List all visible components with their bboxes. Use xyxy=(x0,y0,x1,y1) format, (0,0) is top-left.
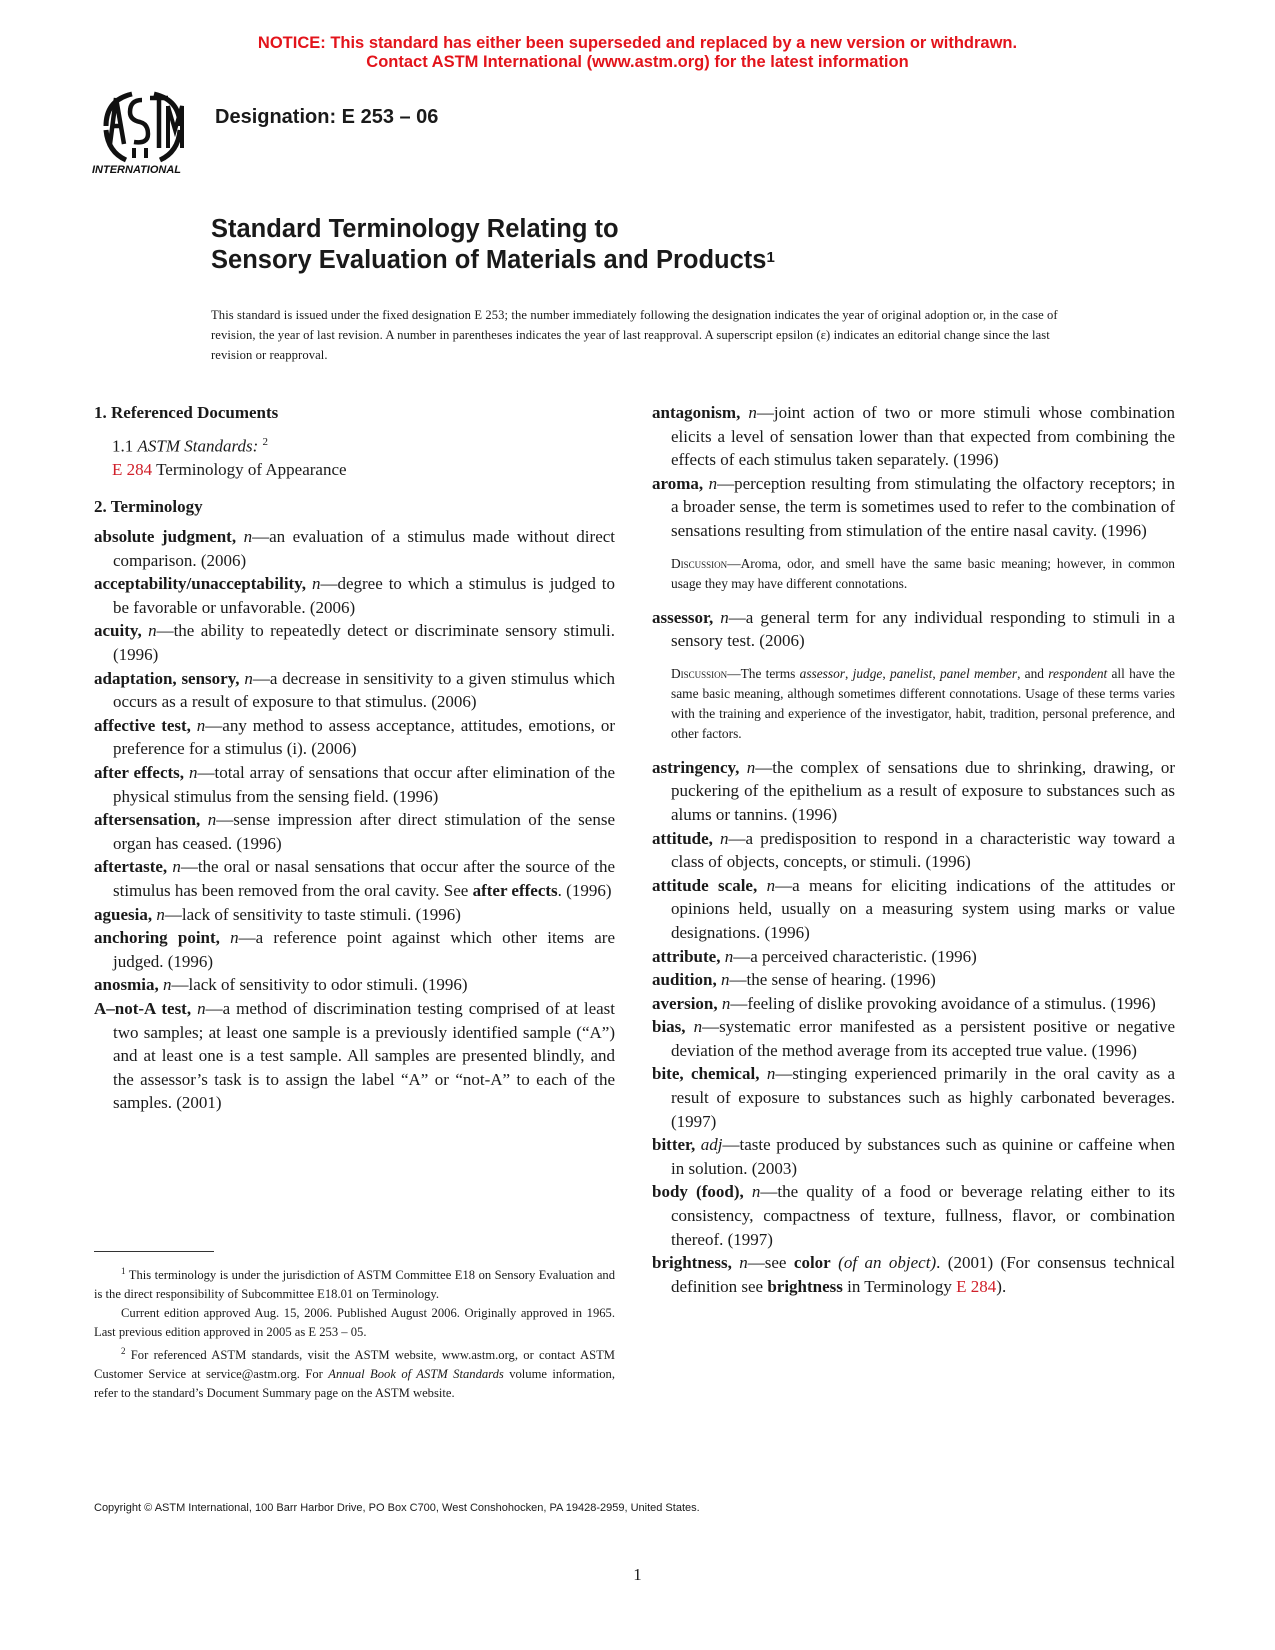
footnote-2: $^2$ For referenced ASTM standards, visit the ASTM website, www.astm.org, or contact ASTM Customer Service at service@astm.org. For Annual Book of ASTM Standards volume information, refer to the standard’s Document Summary page on the ASTM website. xyxy=(94,1346,615,1401)
part-of-speech: n xyxy=(746,757,756,777)
term-definition: —perception resulting from stimulating the olfactory receptors; in a broader sense, the term is sometimes used to refer to the combination of sensations resulting from stimulation of the entire nasal cavity. (1996) xyxy=(671,473,1176,540)
footnote-divider xyxy=(94,1251,214,1252)
term-entry xyxy=(652,1180,1175,1251)
term-headword: aguesia, xyxy=(94,904,153,924)
issuance-statement: This standard is issued under the fixed designation E 253; the number immediately following the designation indicates the year of original adoption or, in the case of revision, the year of last revision. A number in parentheses indicates the year of last reapproval. A superscript epsilon (ε) indicates an editorial change since the last revision or reapproval. xyxy=(211,308,1058,362)
part-of-speech: n xyxy=(724,946,734,966)
term-definition: —any method to assess acceptance, attitudes, emotions, or preference for a stimulus (i). (2006) xyxy=(113,715,615,759)
part-of-speech: n xyxy=(148,621,157,641)
term-headword: after effects, xyxy=(94,762,185,782)
part-of-speech: n xyxy=(766,875,776,895)
part-of-speech: adj xyxy=(700,1135,723,1155)
part-of-speech: n xyxy=(748,403,757,422)
term-headword: acuity, xyxy=(94,621,142,641)
term-entry xyxy=(652,1062,1175,1133)
part-of-speech: n xyxy=(207,810,217,830)
term-headword: attribute, xyxy=(652,946,721,966)
part-of-speech: n xyxy=(693,1017,703,1037)
page-number: 1 xyxy=(633,1565,642,1584)
part-of-speech: n xyxy=(721,993,731,1013)
term-entry xyxy=(94,714,615,761)
part-of-speech: n xyxy=(244,668,253,688)
term-headword: aftertaste, xyxy=(94,857,168,877)
term-headword: aversion, xyxy=(652,993,718,1013)
term-entry xyxy=(652,968,1175,992)
term-entry xyxy=(94,903,615,927)
term-headword: bias, xyxy=(652,1017,686,1037)
e284-link[interactable]: E 284 xyxy=(112,459,153,479)
section-1-heading: 1. Referenced Documents xyxy=(94,403,279,422)
part-of-speech: n xyxy=(196,715,206,735)
term-headword: bitter, xyxy=(652,1135,696,1155)
part-of-speech: n xyxy=(172,857,181,877)
astm-standards-label: ASTM Standards: xyxy=(137,436,259,456)
footnotes xyxy=(94,1262,615,1403)
section-2-heading: 2. Terminology xyxy=(94,497,203,517)
term-definition: —a means for eliciting indications of the attitudes or opinions held, usually on a measuring system using marks or value designations. (1996) xyxy=(671,875,1176,942)
term-headword: anosmia, xyxy=(94,975,159,995)
footnote-1-edition: Current edition approved Aug. 15, 2006. Published August 2006. Originally approved in 1965. Last previous edition approved in 2005 as E 253 – 05. xyxy=(94,1306,615,1340)
part-of-speech: n xyxy=(162,975,172,995)
term-entry xyxy=(94,667,615,714)
discussion-aroma: Discussion—Aroma, odor, and smell have the same basic meaning; however, in common usage they may have different connotations. xyxy=(671,555,1175,591)
discussion-assessor: Discussion—The terms assessor, judge, panelist, panel member, and respondent all have the same basic meaning, although sometimes different connotations. Usage of these terms varies with the training and experience of the investigator, habit, tradition, personal preference, and other factors. xyxy=(671,665,1175,741)
part-of-speech: n xyxy=(243,527,253,547)
term-entry xyxy=(652,1133,1175,1180)
right-column xyxy=(652,401,1175,1298)
term-entry xyxy=(652,401,1175,472)
astm-logo-icon xyxy=(92,86,202,178)
title-line-1: Standard Terminology Relating to xyxy=(211,215,619,243)
term-entry xyxy=(652,472,1175,543)
term-definition: —degree to which a stimulus is judged to be favorable or unfavorable. (2006) xyxy=(113,574,616,617)
logo-text: INTERNATIONAL xyxy=(92,164,182,176)
term-definition: —an evaluation of a stimulus made without direct comparison. (2006) xyxy=(113,527,616,570)
term-entry: aftertaste, n—the oral or nasal sensations that occur after the source of the stimulus has been removed from the oral cavity. See after effects. (1996) xyxy=(94,857,616,900)
term-definition: —the quality of a food or beverage relating either to its consistency, compactness of texture, fullness, flavor, or combination thereof. (1997) xyxy=(671,1182,1175,1249)
term-entry-brightness: brightness, n—see color (of an object). (2001) (For consensus technical definition see brightness in Terminology E 284). xyxy=(652,1253,1175,1296)
term-entry xyxy=(652,992,1175,1016)
term-definition: —joint action of two or more stimuli whose combination elicits a level of sensation lower than that expected from combining the effects of each stimulus taken separately. (1996) xyxy=(671,403,1175,470)
term-entry xyxy=(652,827,1175,874)
term-headword: antagonism, xyxy=(652,403,741,422)
title-line-2: Sensory Evaluation of Materials and Products xyxy=(211,246,767,274)
term-definition: —the sense of hearing. (1996) xyxy=(729,970,936,990)
part-of-speech: n xyxy=(708,473,718,493)
term-definition: —sense impression after direct stimulation of the sense organ has ceased. (1996) xyxy=(113,810,615,853)
footnote-1: $^1$ This terminology is under the jurisdiction of ASTM Committee E18 on Sensory Evaluation and is the direct responsibility of Subcommittee E18.01 on Terminology. xyxy=(94,1266,615,1302)
title-footnote-mark: 1 xyxy=(766,249,775,266)
designation: Designation: E 253 – 06 xyxy=(215,106,439,128)
notice-line-1: NOTICE: This standard has either been superseded and replaced by a new version or withdrawn. xyxy=(257,34,1018,52)
part-of-speech: n xyxy=(720,828,729,848)
term-headword: attitude scale, xyxy=(652,875,758,895)
term-definition: —a decrease in sensitivity to a given stimulus which occurs as a result of exposure to that stimulus. (2006) xyxy=(113,668,616,712)
term-headword: adaptation, sensory, xyxy=(94,668,240,688)
term-headword: audition, xyxy=(652,970,717,990)
term-definition: —lack of sensitivity to taste stimuli. (1996) xyxy=(164,904,461,924)
term-headword: body (food), xyxy=(652,1182,744,1202)
term-definition: —feeling of dislike provoking avoidance of a stimulus. (1996) xyxy=(730,993,1156,1013)
part-of-speech: n xyxy=(751,1182,761,1202)
see-reference: after effects xyxy=(472,880,558,900)
left-column xyxy=(94,401,615,1115)
term-headword: aftersensation, xyxy=(94,810,201,830)
term-definition: —the complex of sensations due to shrinking, drawing, or puckering of the epithelium as a result of exposure to substances such as alums or tannins. (1996) xyxy=(671,757,1176,824)
term-headword: anchoring point, xyxy=(94,928,220,948)
term-entry xyxy=(94,808,615,855)
term-headword: astringency, xyxy=(652,757,740,777)
term-definition: —the ability to repeatedly detect or discriminate sensory stimuli. (1996) xyxy=(113,621,615,664)
part-of-speech: n xyxy=(197,998,206,1018)
term-definition: —lack of sensitivity to odor stimuli. (1996) xyxy=(171,975,468,995)
term-entry xyxy=(94,997,615,1115)
term-headword: aroma, xyxy=(652,473,704,493)
term-entry xyxy=(94,572,615,619)
part-of-speech: n xyxy=(766,1064,776,1084)
term-definition: —a perceived characteristic. (1996) xyxy=(733,946,977,966)
part-of-speech: n xyxy=(230,928,239,948)
term-headword: attitude, xyxy=(652,828,713,848)
term-entry xyxy=(94,525,615,572)
term-definition: —total array of sensations that occur after elimination of the physical stimulus from the sensing field. (1996) xyxy=(113,762,615,806)
term-definition: —a predisposition to respond in a characteristic way toward a class of objects, concepts, or stimuli. (1996) xyxy=(671,828,1175,872)
subsection-1-1: 1.1 ASTM Standards: $^2$ xyxy=(112,435,268,456)
term-headword: A–not-A test, xyxy=(94,998,192,1018)
part-of-speech: n xyxy=(720,970,730,990)
reference-e284: E 284 Terminology of Appearance xyxy=(112,459,347,479)
copyright-line: Copyright © ASTM International, 100 Barr Harbor Drive, PO Box C700, West Conshohocken, PA 19428-2959, United States. xyxy=(94,1502,700,1514)
right-term-list-a xyxy=(652,401,1175,543)
term-definition: —a method of discrimination testing comprised of at least two samples; at least one sample is a previously identified sample (“A”) and at least one is a test sample. All samples are presented blindly, and the assessor’s task is to assign the label “A” or “not-A” to each of the samples. (2001) xyxy=(113,998,616,1113)
term-entry xyxy=(652,756,1175,827)
term-entry xyxy=(94,619,615,666)
term-headword: bite, chemical, xyxy=(652,1064,760,1084)
e284-link-brightness[interactable]: E 284 xyxy=(956,1276,997,1296)
term-entry xyxy=(94,926,615,973)
part-of-speech: n xyxy=(311,574,321,594)
notice-line-2: Contact ASTM International (www.astm.org) for the latest information xyxy=(366,53,909,71)
term-headword: acceptability/unacceptability, xyxy=(94,574,307,594)
right-term-list-b xyxy=(652,756,1175,1251)
term-definition: —stinging experienced primarily in the oral cavity as a result of exposure to substances such as highly carbonated beverages. (1997) xyxy=(671,1064,1175,1131)
left-term-list xyxy=(94,525,615,1115)
term-entry xyxy=(652,1015,1175,1062)
term-entry xyxy=(94,973,615,997)
withdrawal-notice xyxy=(0,34,1275,72)
term-definition: —the oral or nasal sensations that occur after the source of the stimulus has been removed from the oral cavity. See xyxy=(113,857,616,900)
term-entry xyxy=(652,945,1175,969)
term-definition: —taste produced by substances such as quinine or caffeine when in solution. (2003) xyxy=(671,1135,1175,1178)
term-definition: —systematic error manifested as a persistent positive or negative deviation of the method average from its accepted true value. (1996) xyxy=(671,1017,1175,1060)
term-definition: —a reference point against which other items are judged. (1996) xyxy=(113,928,616,971)
term-headword: affective test, xyxy=(94,715,191,735)
term-entry xyxy=(94,761,615,808)
term-headword: absolute judgment, xyxy=(94,527,237,547)
part-of-speech: n xyxy=(156,904,165,924)
term-entry xyxy=(652,874,1175,945)
page-title xyxy=(211,214,775,276)
part-of-speech: n xyxy=(189,762,198,782)
term-entry-assessor: assessor, n—a general term for any individual responding to stimuli in a sensory test. (2006) xyxy=(652,607,1176,651)
